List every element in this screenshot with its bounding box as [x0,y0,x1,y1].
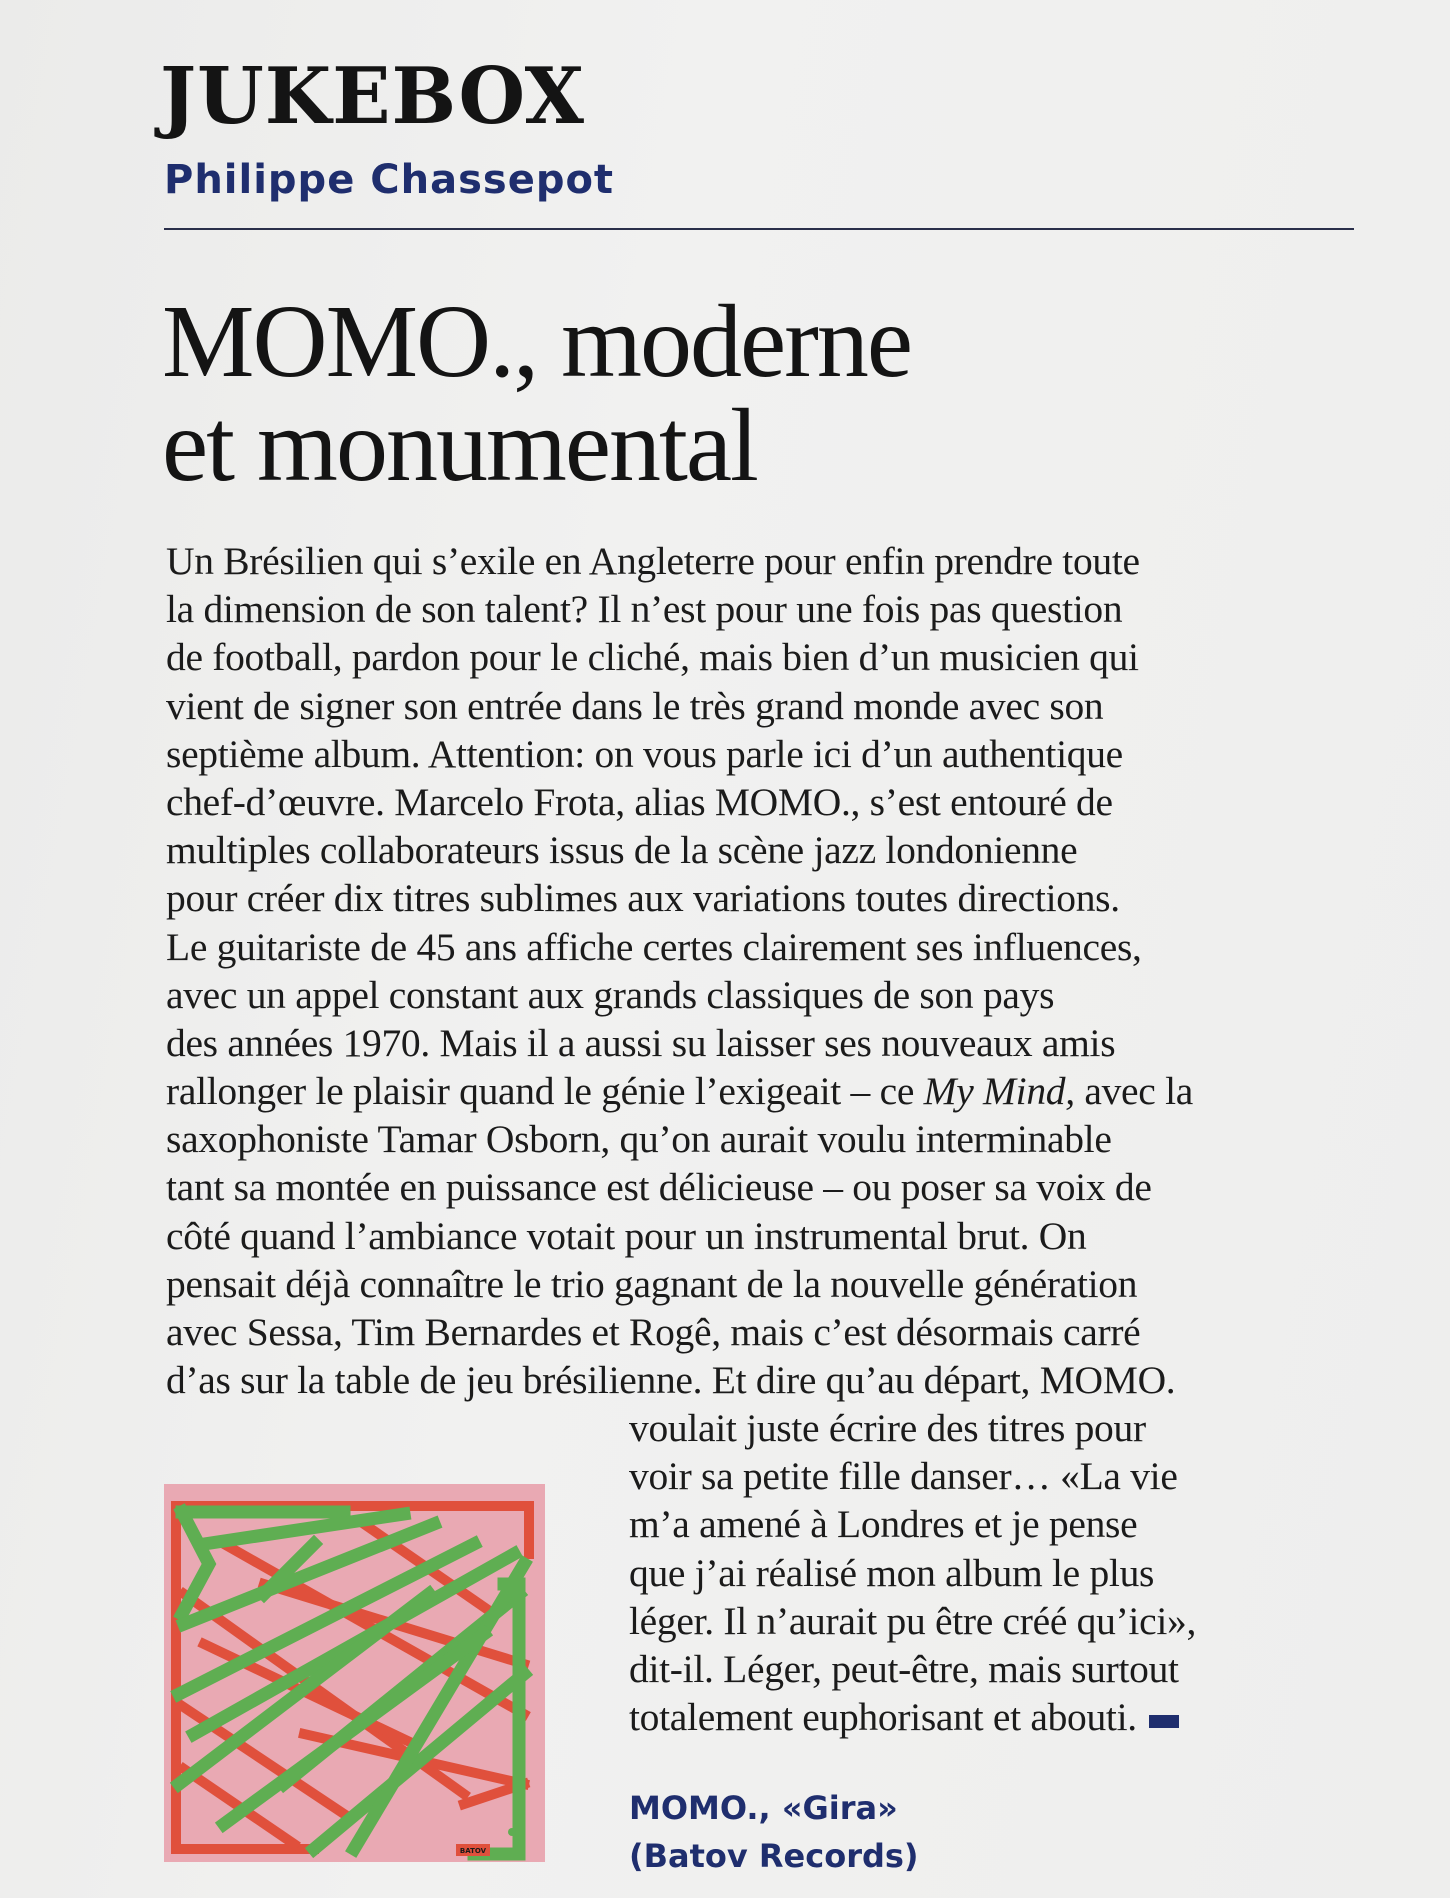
album-title: MOMO., «Gira» [629,1789,898,1827]
body-line: pour créer dix titres sublimes aux variations toutes directions. [166,876,1120,921]
body-line: léger. Il n’aurait pu être créé qu’ici», [629,1598,1197,1643]
article-body-column [629,1404,1349,1741]
body-line: de football, pardon pour le cliché, mais bien d’un musicien qui [166,635,1139,680]
body-text: avec la [1074,1069,1193,1114]
body-line: avec un appel constant aux grands classiques de son pays [166,972,1055,1017]
body-line: septième album. Attention: on vous parle ici d’un authentique [166,731,1123,776]
body-line: tant sa montée en puissance est délicieuse – ou poser sa voix de [166,1165,1152,1210]
headline-line: et monumental [162,388,757,503]
body-line: chef-d’œuvre. Marcelo Frota, alias MOMO., s’est entouré de [166,779,1113,824]
article-headline [162,284,1312,503]
body-line: côté quand l’ambiance votait pour un instrumental brut. On [166,1213,1087,1258]
body-line: Un Brésilien qui s’exile en Angleterre pour enfin prendre toute [166,539,1140,583]
body-line: la dimension de son talent? Il n’est pour une fois pas question [166,587,1123,632]
body-line-last [629,1693,1349,1741]
album-label: (Batov Records) [629,1837,919,1875]
author-name: Philippe Chassepot [164,157,615,203]
body-line: voulait juste écrire des titres pour [629,1406,1146,1450]
body-line: voir sa petite fille danser… «La vie [629,1454,1178,1499]
body-line: avec Sessa, Tim Bernardes et Rogê, mais c’est désormais carré [166,1310,1141,1354]
album-credit [629,1784,919,1880]
body-line: des années 1970. Mais il a aussi su laisser ses nouveaux amis [166,1020,1116,1065]
body-line: que j’ai réalisé mon album le plus [629,1550,1155,1595]
body-line: multiples collaborateurs issus de la scène jazz londonienne [166,828,1078,873]
body-line: vient de signer son entrée dans le très grand monde avec son [166,683,1104,728]
body-line: Le guitariste de 45 ans affiche certes clairement ses influences, [166,924,1142,969]
album-cover-image [164,1484,545,1862]
body-line: saxophoniste Tamar Osborn, qu’on aurait voulu interminable [166,1117,1112,1162]
body-text: rallonger le plaisir quand le génie l’exigeait – ce [166,1069,924,1114]
song-title: My Mind, [923,1069,1075,1114]
header-divider [164,228,1354,230]
album-cover-art [164,1484,545,1862]
body-line: d’as sur la table de jeu brésilienne. Et dire qu’au départ, MOMO. [166,1358,1176,1403]
body-text: totalement euphorisant et abouti. [629,1695,1137,1740]
body-line-with-song [166,1067,1336,1115]
body-line: dit-il. Léger, peut-être, mais surtout [629,1646,1179,1691]
article-body [166,537,1336,1404]
section-rubric: JUKEBOX [160,51,585,142]
cover-label-text: BATOV [459,1847,487,1855]
body-line: m’a amené à Londres et je pense [629,1502,1138,1547]
body-line: pensait déjà connaître le trio gagnant de la nouvelle génération [166,1261,1138,1306]
cover-dot [508,1828,516,1836]
headline-line: MOMO., moderne [162,284,912,399]
end-mark-icon [1149,1715,1179,1728]
